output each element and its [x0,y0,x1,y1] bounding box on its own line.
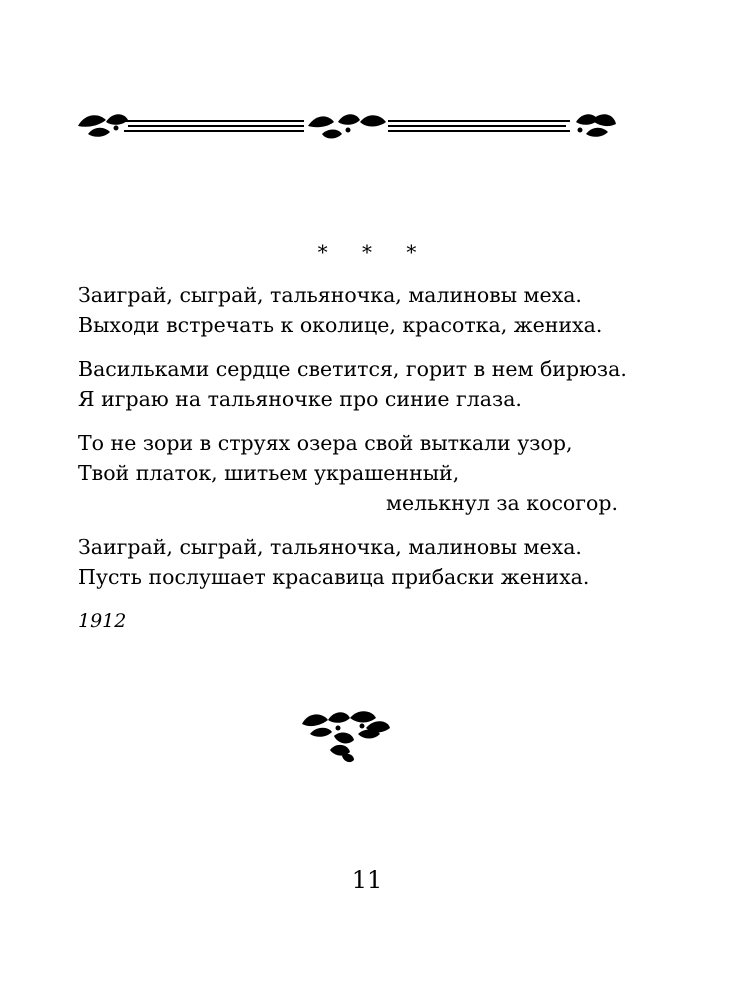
poem-body [78,280,627,636]
poem-line: Васильками сердце светится, горит в нем бирюза. [78,357,627,381]
floral-rule-ornament-icon [76,104,618,148]
poem-line-indented: мелькнул за косогор. [386,491,618,515]
poem-line: Заиграй, сыграй, тальяночка, малиновы меха. [78,535,582,559]
stanza-3 [78,428,618,518]
poem-line: То не зори в струях озера свой выткали узор, [78,431,573,455]
poem-line: Я играю на тальяночке про синие глаза. [78,387,522,411]
stanza-1 [78,280,618,340]
asterism-divider: * * * [317,240,431,264]
stanza-4 [78,532,618,592]
poem-line: Выходи встречать к околице, красотка, жениха. [78,313,603,337]
floral-vignette-ornament-icon [300,708,392,768]
stanza-2 [78,354,627,414]
poem-line: Пусть послушает красавица прибаски жениха. [78,565,590,589]
page-number: 11 [351,866,383,894]
poem-line: Заиграй, сыграй, тальяночка, малиновы меха. [78,283,582,307]
poem-date: 1912 [78,610,127,632]
poem-line: Твой платок, шитьем украшенный, [78,461,460,485]
